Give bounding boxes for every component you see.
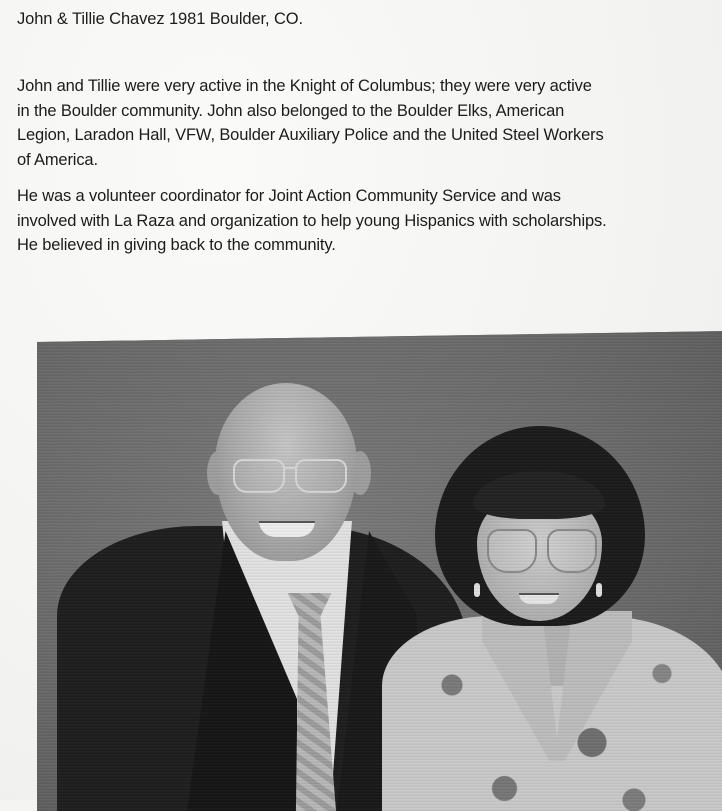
portrait-photo	[37, 331, 722, 811]
paragraph-line: Legion, Laradon Hall, VFW, Boulder Auxiliary Police and the United Steel Workers	[17, 126, 604, 144]
woman-smile	[519, 593, 559, 604]
woman-glasses-left-lens	[487, 529, 537, 573]
paragraph-line: involved with La Raza and organization to help young Hispanics with scholarships.	[17, 211, 607, 230]
paragraph-line: in the Boulder community. John also belonged to the Boulder Elks, American	[17, 101, 565, 120]
earring-right	[596, 583, 602, 597]
photo-caption-heading: John & Tillie Chavez 1981 Boulder, CO.	[17, 10, 304, 28]
paragraph-line: He was a volunteer coordinator for Joint Action Community Service and was	[17, 187, 561, 205]
paragraph-line: of America.	[17, 150, 98, 169]
paragraph-line: He believed in giving back to the community.	[17, 236, 336, 254]
paragraph-line: John and Tillie were very active in the Knight of Columbus; they were very active	[17, 77, 592, 95]
earring-left	[474, 583, 480, 597]
paragraph-volunteer	[17, 184, 717, 258]
woman-glasses-right-lens	[547, 529, 597, 573]
man-glasses-bridge	[283, 467, 295, 469]
man-glasses-right-lens	[295, 459, 347, 493]
man-smile	[259, 521, 315, 537]
paragraph-organizations	[17, 74, 717, 172]
man-glasses-left-lens	[233, 459, 285, 493]
